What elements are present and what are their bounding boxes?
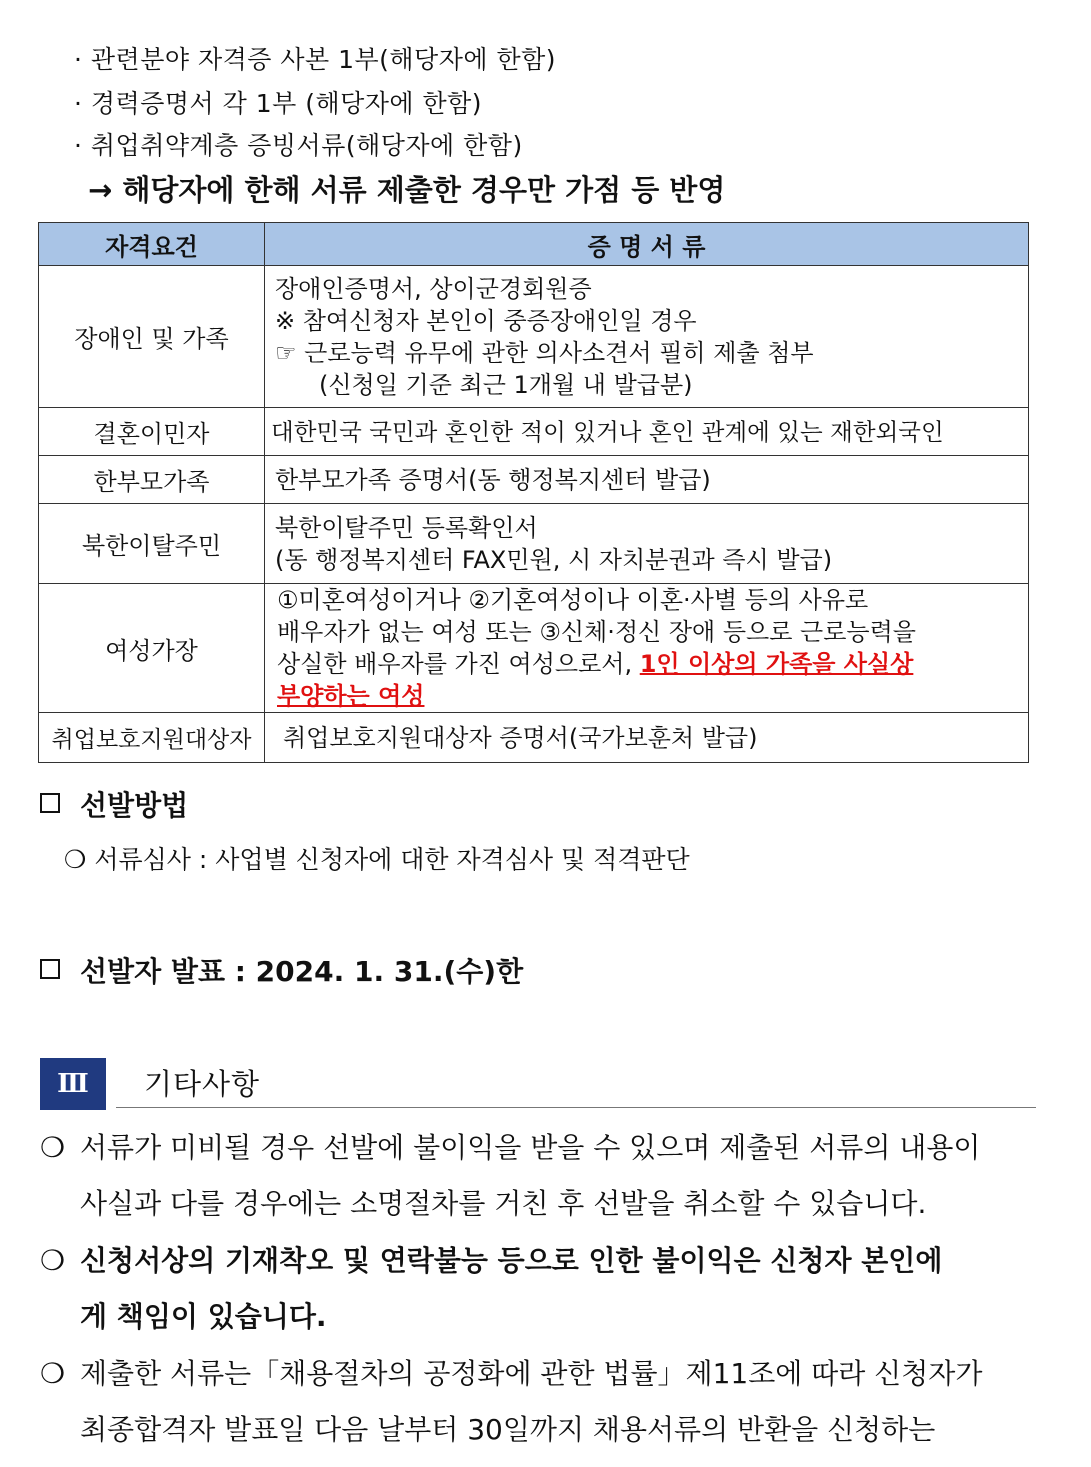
section-heading: 기타사항 bbox=[144, 1067, 261, 1101]
notice-line: 제출한 서류는「채용절차의 공정화에 관한 법률」제11조에 따라 신청자가 bbox=[80, 1357, 983, 1390]
header-requirement: 자격요건 bbox=[39, 223, 265, 266]
doc-line: ☞ 근로능력 유무에 관한 의사소견서 필히 제출 첨부 bbox=[275, 338, 814, 367]
heading-underline bbox=[116, 1107, 1036, 1108]
header-documents: 증 명 서 류 bbox=[265, 223, 1029, 266]
table-row bbox=[39, 408, 1029, 456]
row-documents bbox=[265, 266, 1029, 408]
doc-line: ①미혼여성이거나 ②기혼여성이나 이혼·사별 등의 사유로 bbox=[277, 586, 869, 614]
doc-line-text: 상실한 배우자를 가진 여성으로서, bbox=[277, 650, 633, 678]
arrow-note: → 해당자에 한해 서류 제출한 경우만 가점 등 반영 bbox=[88, 173, 726, 207]
doc-line: 배우자가 없는 여성 또는 ③신체·정신 장애 등으로 근로능력을 bbox=[277, 618, 916, 646]
section-number-badge: Ⅲ bbox=[40, 1058, 106, 1110]
notice-item bbox=[40, 1352, 982, 1392]
row-documents bbox=[265, 408, 1029, 456]
table-row bbox=[39, 584, 1029, 713]
doc-line: (동 행정복지센터 FAX민원, 시 자치분권과 즉시 발급) bbox=[275, 545, 833, 574]
doc-line: 취업보호지원대상자 증명서(국가보훈처 발급) bbox=[283, 723, 758, 752]
notice-line: 최종합격자 발표일 다음 날부터 30일까지 채용서류의 반환을 신청하는 bbox=[80, 1413, 936, 1446]
notice-line: 사실과 다를 경우에는 소명절차를 거친 후 선발을 취소할 수 있습니다. bbox=[80, 1187, 927, 1220]
doc-line: ※ 참여신청자 본인이 중증장애인일 경우 bbox=[275, 306, 697, 335]
row-requirement: 취업보호지원대상자 bbox=[39, 713, 265, 763]
section-title: 선발방법 bbox=[80, 789, 189, 822]
selection-item: ❍ 서류심사 : 사업별 신청자에 대한 자격심사 및 적격판단 bbox=[64, 845, 690, 874]
doc-line: (신청일 기준 최근 1개월 내 발급분) bbox=[319, 370, 693, 399]
announcement-text: 선발자 발표 : 2024. 1. 31.(수)한 bbox=[80, 955, 524, 988]
table-row bbox=[39, 266, 1029, 408]
doc-line bbox=[277, 648, 1028, 680]
section-selection-method bbox=[40, 784, 188, 824]
table-row bbox=[39, 456, 1029, 504]
table-row bbox=[39, 504, 1029, 584]
requirements-table bbox=[38, 222, 1029, 763]
row-requirement: 여성가장 bbox=[39, 584, 265, 713]
checkbox-square-icon bbox=[40, 959, 60, 979]
doc-line: 장애인증명서, 상이군경회원증 bbox=[275, 274, 592, 303]
table-header-row bbox=[39, 223, 1029, 266]
doc-line: 한부모가족 증명서(동 행정복지센터 발급) bbox=[275, 465, 711, 494]
highlight-text: 1인 이상의 가족을 사실상 bbox=[639, 650, 914, 678]
bullet-item: · 관련분야 자격증 사본 1부(해당자에 한함) bbox=[74, 45, 556, 74]
circle-bullet-icon: ❍ bbox=[40, 1244, 66, 1277]
doc-line: 대한민국 국민과 혼인한 적이 있거나 혼인 관계에 있는 재한외국인 bbox=[271, 417, 944, 446]
row-requirement: 한부모가족 bbox=[39, 456, 265, 504]
notice-line: 서류가 미비될 경우 선발에 불이익을 받을 수 있으며 제출된 서류의 내용이 bbox=[80, 1131, 981, 1164]
row-documents bbox=[265, 456, 1029, 504]
doc-line: 북한이탈주민 등록확인서 bbox=[275, 513, 538, 542]
row-documents bbox=[265, 584, 1029, 713]
notice-line: 게 책임이 있습니다. bbox=[80, 1300, 327, 1333]
section-announcement bbox=[40, 950, 523, 990]
row-documents bbox=[265, 504, 1029, 584]
row-requirement: 결혼이민자 bbox=[39, 408, 265, 456]
notice-line: 신청서상의 기재착오 및 연락불능 등으로 인한 불이익은 신청자 본인에 bbox=[80, 1244, 943, 1277]
bullet-item: · 경력증명서 각 1부 (해당자에 한함) bbox=[74, 89, 483, 118]
notice-item bbox=[40, 1126, 980, 1166]
checkbox-square-icon bbox=[40, 793, 60, 813]
row-requirement: 장애인 및 가족 bbox=[39, 266, 265, 408]
circle-bullet-icon: ❍ bbox=[40, 1357, 66, 1390]
doc-line bbox=[277, 680, 1028, 712]
bullet-item: · 취업취약계층 증빙서류(해당자에 한함) bbox=[74, 131, 523, 160]
circle-bullet-icon: ❍ bbox=[40, 1131, 66, 1164]
row-requirement: 북한이탈주민 bbox=[39, 504, 265, 584]
row-documents bbox=[265, 713, 1029, 763]
highlight-text: 부양하는 여성 bbox=[277, 682, 425, 710]
notice-item bbox=[40, 1239, 942, 1279]
table-row bbox=[39, 713, 1029, 763]
